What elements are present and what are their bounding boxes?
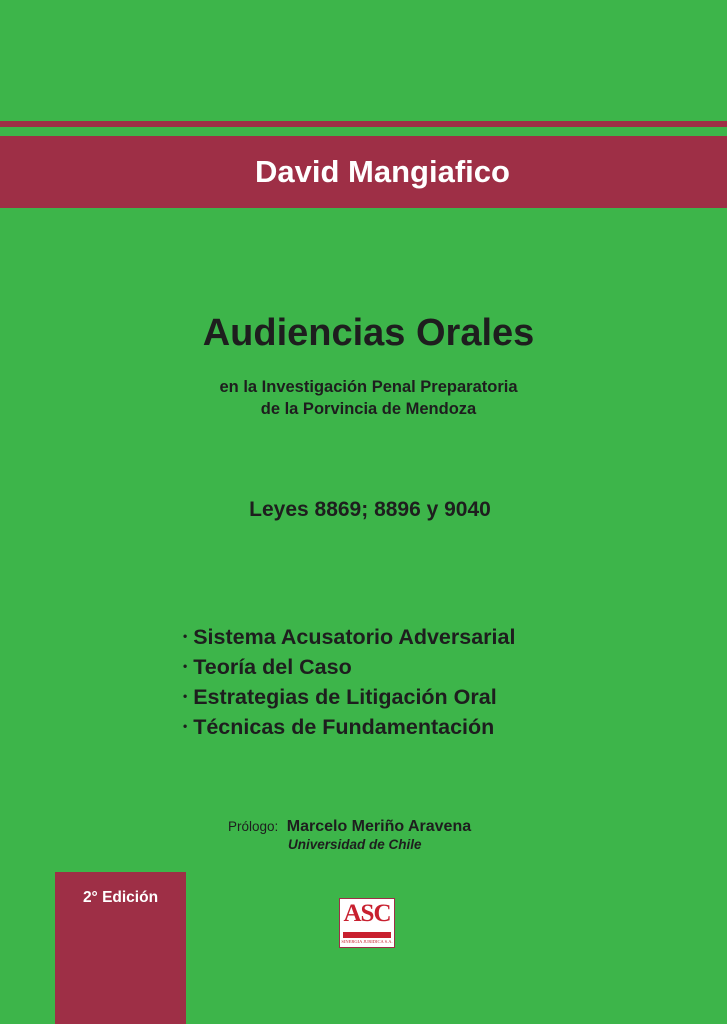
topic-item	[183, 712, 515, 742]
book-subtitle	[0, 376, 727, 420]
prologue-label: Prólogo:	[228, 819, 279, 834]
topic-label: Técnicas de Fundamentación	[193, 715, 495, 739]
publisher-logo-bar	[343, 932, 391, 938]
book-title: Audiencias Orales	[202, 312, 535, 354]
topic-item	[183, 622, 515, 652]
subtitle-line: de la Porvincia de Mendoza	[260, 400, 477, 418]
bullet-icon: •	[183, 629, 188, 643]
author-name: David Mangiafico	[255, 154, 510, 189]
edition-label: 2° Edición	[82, 889, 159, 906]
topic-label: Teoría del Caso	[193, 655, 352, 679]
prologue-line	[228, 818, 471, 836]
publisher-logo-text: ASC	[343, 900, 391, 927]
bullet-icon: •	[183, 719, 188, 733]
topic-label: Estrategias de Litigación Oral	[193, 685, 497, 709]
prologue-author: Marcelo Meriño Aravena	[286, 818, 472, 835]
bullet-icon: •	[183, 659, 188, 673]
topic-item	[183, 682, 515, 712]
laws-line: Leyes 8869; 8896 y 9040	[249, 498, 491, 521]
top-thin-band	[0, 121, 727, 127]
edition-box	[55, 872, 186, 1024]
publisher-logo-icon	[339, 898, 395, 948]
topic-label: Sistema Acusatorio Adversarial	[193, 625, 516, 649]
topics-list	[183, 622, 515, 742]
subtitle-line: en la Investigación Penal Preparatoria	[219, 378, 518, 396]
prologue-affiliation: Universidad de Chile	[288, 837, 422, 852]
publisher-logo-caption: SINERGIA JURIDICA S.A.	[341, 939, 393, 944]
topic-item	[183, 652, 515, 682]
bullet-icon: •	[183, 689, 188, 703]
